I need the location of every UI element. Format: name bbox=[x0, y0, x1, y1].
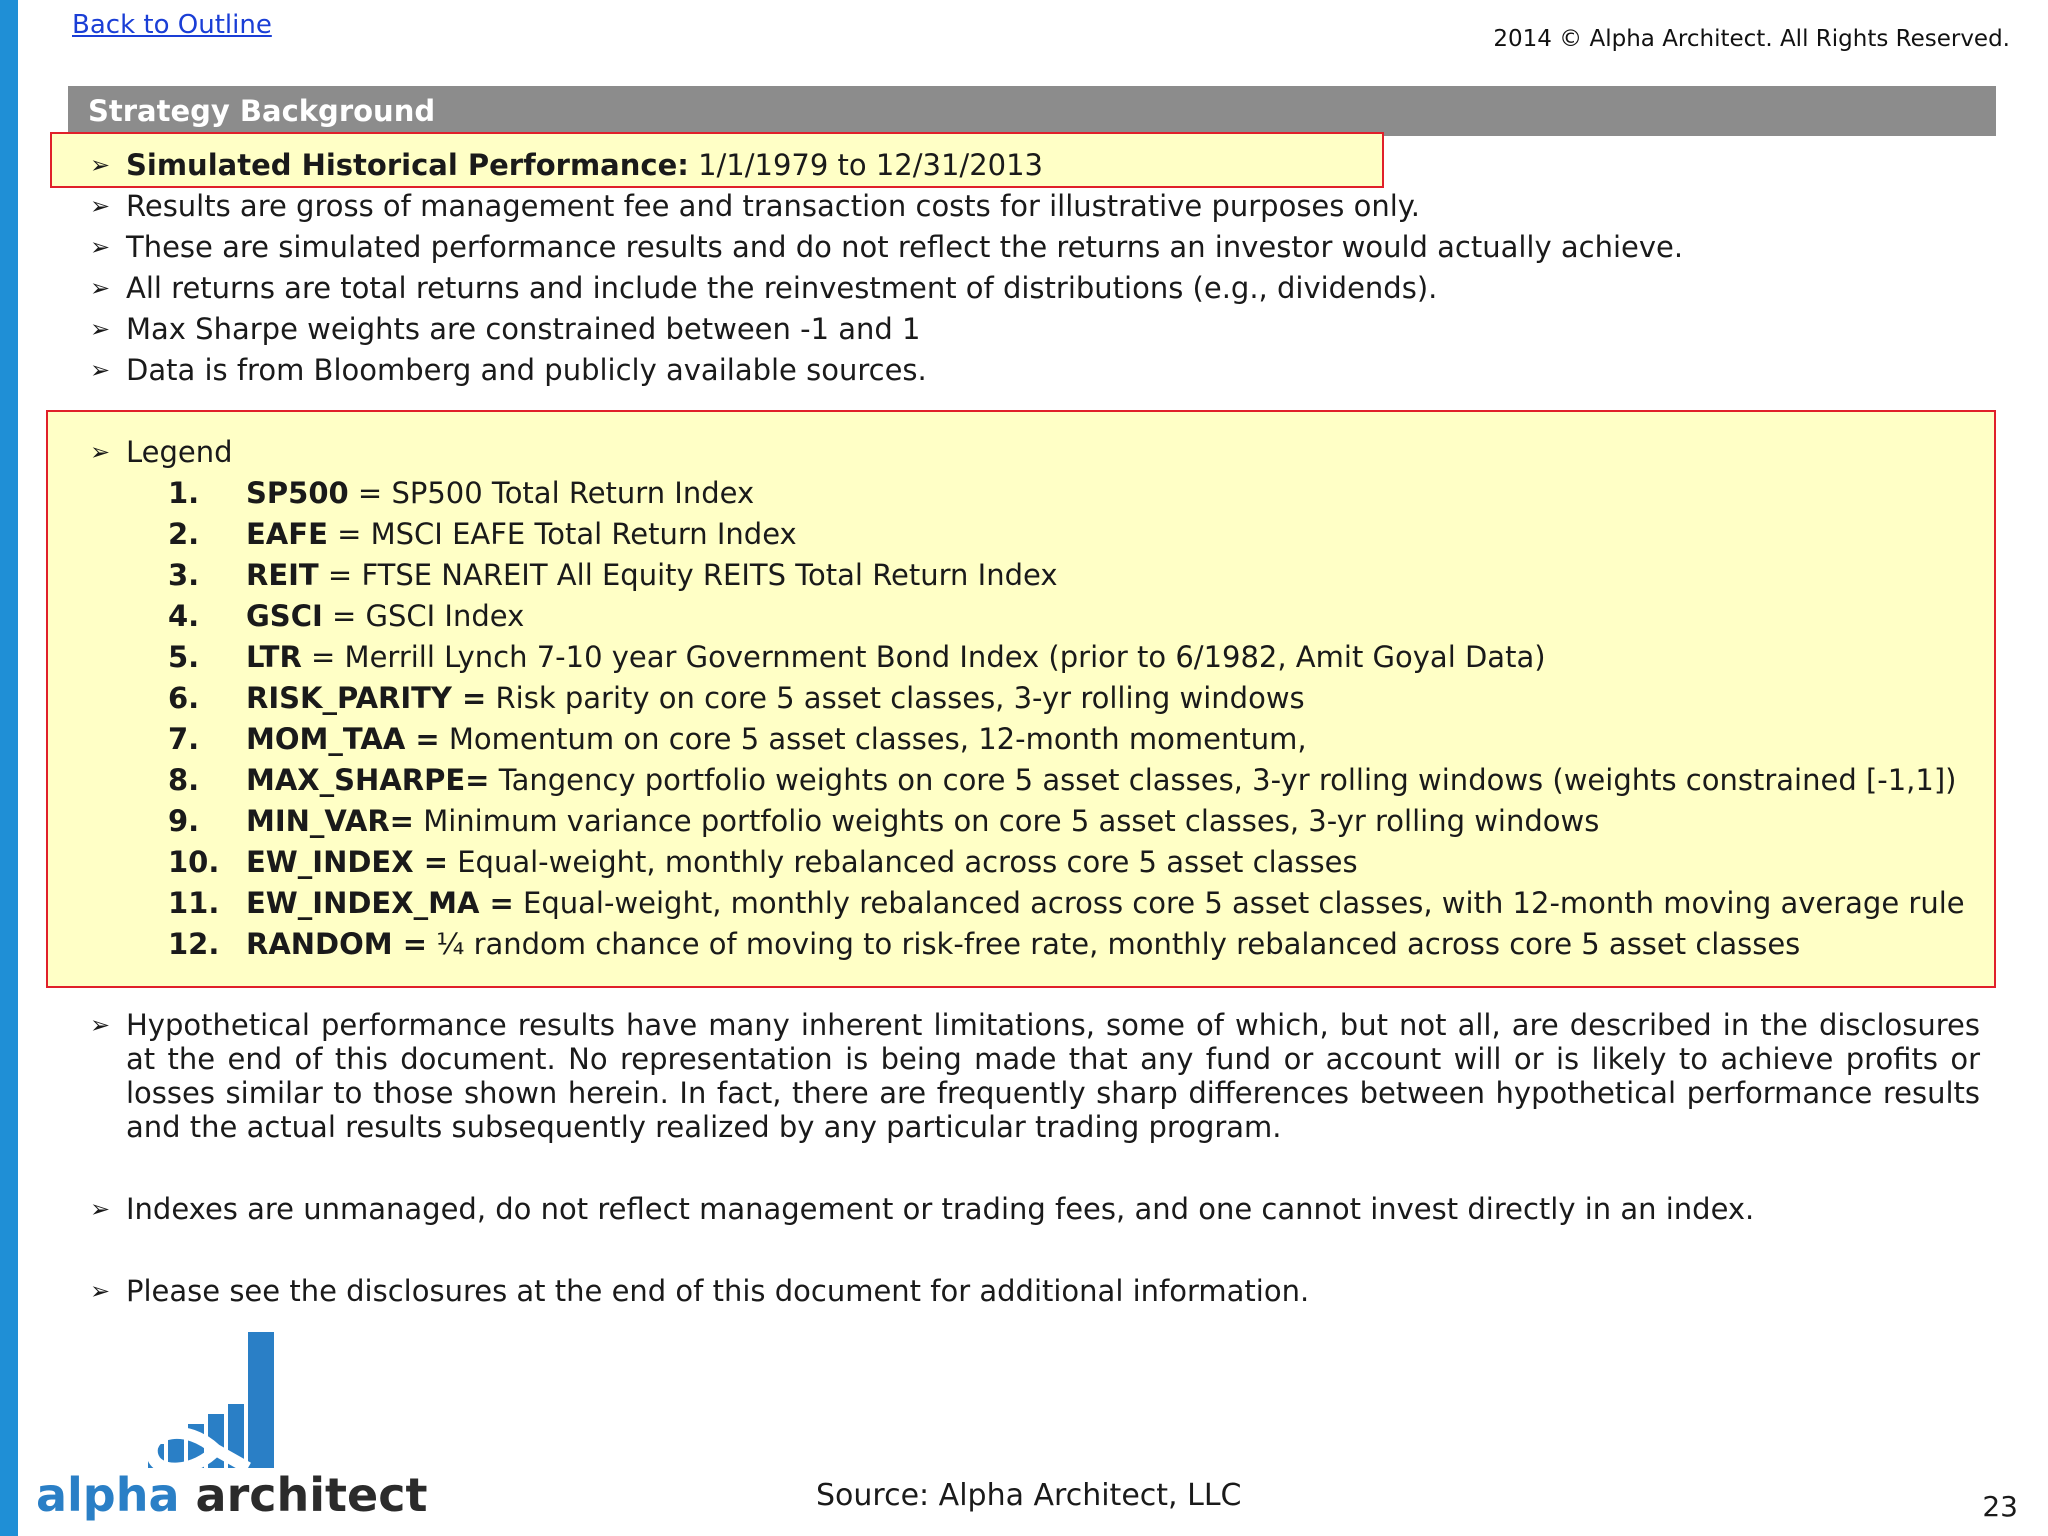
bullet-item: ➢ Results are gross of management fee and transaction costs for illustrative purposes only. bbox=[90, 189, 1421, 223]
legend-item: 9. MIN_VAR= Minimum variance portfolio weights on core 5 asset classes, 3-yr rolling windows bbox=[168, 804, 1600, 838]
hypothetical-disclaimer: ➢ Hypothetical performance results have many inherent limitations, some of which, but not all, are described in the disclosures at the end of this document. No representation is being made that any fund or account will or is likely to achieve profits or losses similar to those shown herein. In fact, there are frequently sharp differences between hypothetical performance results and the actual results subsequently realized by any particular trading program. bbox=[90, 1008, 1980, 1144]
arrow-bullet-icon: ➢ bbox=[90, 233, 111, 261]
bullet-performance-period bbox=[90, 148, 1043, 182]
section-title-bar bbox=[68, 86, 1996, 136]
arrow-bullet-icon: ➢ bbox=[90, 438, 111, 466]
page-number: 23 bbox=[1982, 1490, 2018, 1523]
source-note: Source: Alpha Architect, LLC bbox=[816, 1478, 1242, 1513]
bullet-item: ➢ Data is from Bloomberg and publicly available sources. bbox=[90, 353, 927, 387]
legend-item: 6. RISK_PARITY = Risk parity on core 5 asset classes, 3-yr rolling windows bbox=[168, 681, 1305, 715]
copyright-notice: 2014 © Alpha Architect. All Rights Reserved. bbox=[1493, 26, 2010, 52]
arrow-bullet-icon: ➢ bbox=[90, 356, 111, 384]
arrow-bullet-icon: ➢ bbox=[90, 315, 111, 343]
legend-item: 5. LTR = Merrill Lynch 7-10 year Government Bond Index (prior to 6/1982, Amit Goyal Data) bbox=[168, 640, 1546, 674]
bullet-item: ➢ These are simulated performance results and do not reflect the returns an investor would actually achieve. bbox=[90, 230, 1684, 264]
arrow-bullet-icon: ➢ bbox=[90, 274, 111, 302]
legend-item: 11. EW_INDEX_MA = Equal-weight, monthly rebalanced across core 5 asset classes, with 12-month moving average rule bbox=[168, 886, 1965, 920]
legend-item: 2. EAFE = MSCI EAFE Total Return Index bbox=[168, 517, 797, 551]
indexes-disclaimer: ➢ Indexes are unmanaged, do not reflect management or trading fees, and one cannot invest directly in an index. bbox=[90, 1192, 1755, 1226]
arrow-bullet-icon: ➢ bbox=[90, 1277, 111, 1305]
back-to-outline-link[interactable]: Back to Outline bbox=[72, 10, 272, 40]
legend-item: 3. REIT = FTSE NAREIT All Equity REITS Total Return Index bbox=[168, 558, 1058, 592]
arrow-bullet-icon: ➢ bbox=[90, 192, 111, 220]
bullet-item: ➢ All returns are total returns and include the reinvestment of distributions (e.g., dividends). bbox=[90, 271, 1438, 305]
logo-wordmark: alpha architect bbox=[36, 1468, 428, 1522]
arrow-bullet-icon: ➢ bbox=[90, 1011, 111, 1039]
legend-item: 1. SP500 = SP500 Total Return Index bbox=[168, 476, 755, 510]
arrow-bullet-icon: ➢ bbox=[90, 1195, 111, 1223]
section-title: Strategy Background bbox=[88, 94, 436, 128]
legend-item: 8. MAX_SHARPE= Tangency portfolio weights on core 5 asset classes, 3-yr rolling windows (weights constrained [-1,1]) bbox=[168, 763, 1957, 797]
legend-item: 4. GSCI = GSCI Index bbox=[168, 599, 525, 633]
left-accent-bar bbox=[0, 0, 18, 1536]
performance-label: Simulated Historical Performance: bbox=[126, 148, 689, 182]
legend-item: 10. EW_INDEX = Equal-weight, monthly rebalanced across core 5 asset classes bbox=[168, 845, 1358, 879]
arrow-bullet-icon: ➢ bbox=[90, 151, 111, 179]
bullet-item: ➢ Max Sharpe weights are constrained between -1 and 1 bbox=[90, 312, 921, 346]
legend-item: 12. RANDOM = ¼ random chance of moving to risk-free rate, monthly rebalanced across core 5 asset classes bbox=[168, 927, 1801, 961]
performance-dates: 1/1/1979 to 12/31/2013 bbox=[698, 148, 1044, 182]
legend-title: ➢ Legend bbox=[90, 435, 233, 469]
legend-item: 7. MOM_TAA = Momentum on core 5 asset classes, 12-month momentum, bbox=[168, 722, 1307, 756]
see-disclosures-note: ➢ Please see the disclosures at the end of this document for additional information. bbox=[90, 1274, 1310, 1308]
